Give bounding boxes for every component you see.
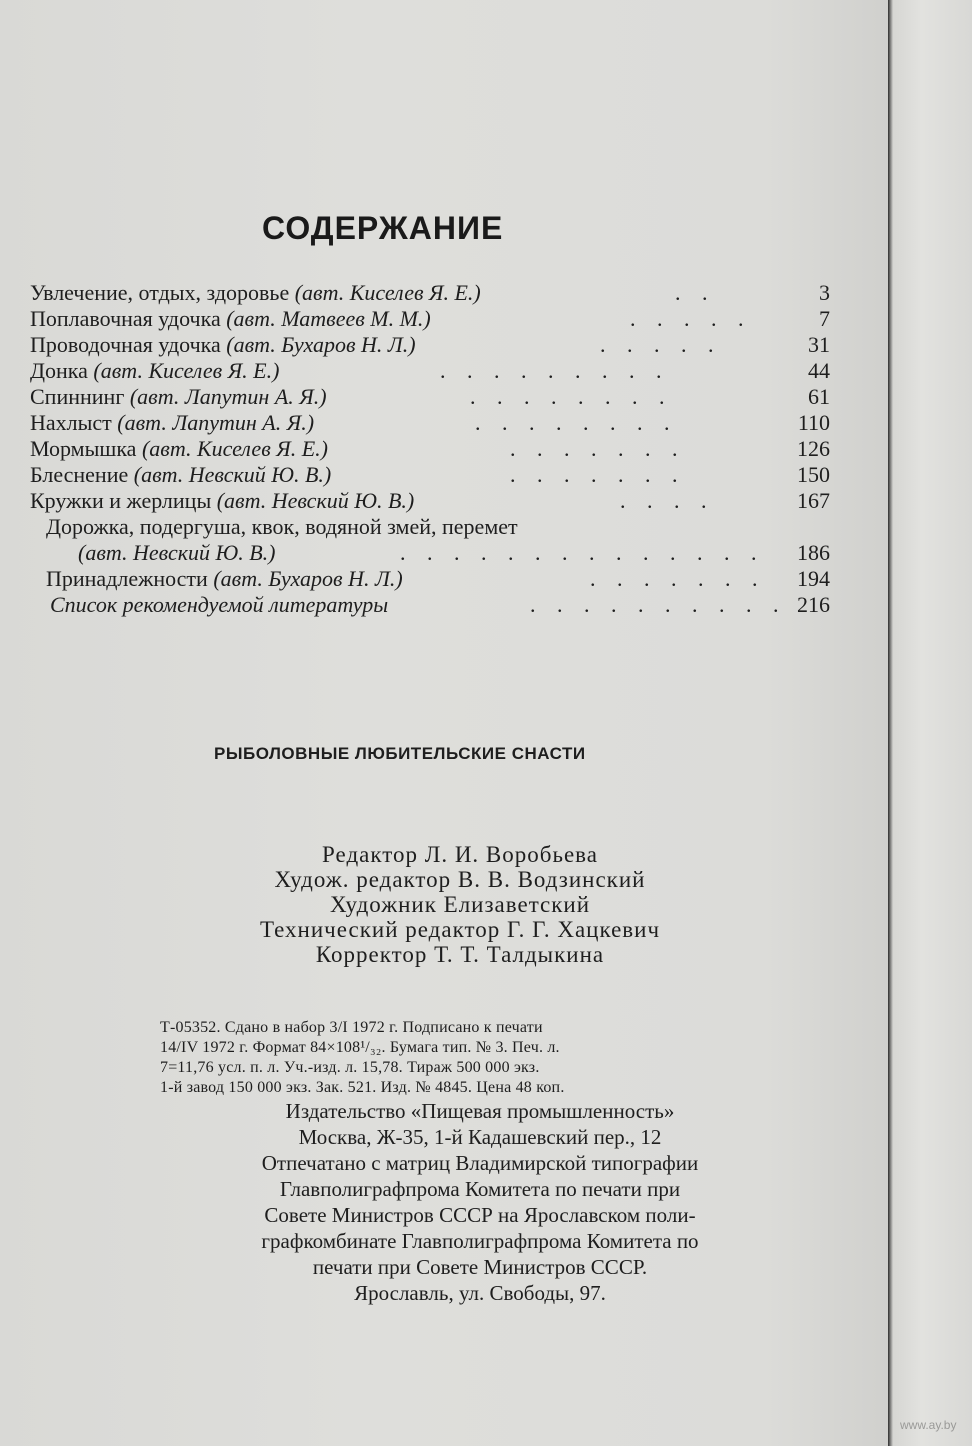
toc-entry-page: 216 bbox=[797, 592, 830, 617]
toc-entry-page: 3 bbox=[819, 280, 830, 305]
toc-entry-leader: . . . . . bbox=[630, 306, 752, 331]
toc-entry bbox=[30, 436, 830, 462]
toc-entry bbox=[30, 462, 830, 488]
toc-entry bbox=[30, 488, 830, 514]
credit-technical-editor: Технический редактор Г. Г. Хацкевич bbox=[259, 917, 661, 942]
toc-entry-title: Мормышка bbox=[30, 436, 137, 461]
toc-entry-page: 150 bbox=[797, 462, 830, 487]
credit-proofreader: Корректор Т. Т. Талдыкина bbox=[315, 942, 605, 967]
imprint-line: 14/IV 1972 г. Формат 84×108¹/₃₂. Бумага тип. № 3. Печ. л. bbox=[160, 1039, 560, 1056]
toc-entry-page: 61 bbox=[808, 384, 830, 409]
printer-line: печати при Совете Министров СССР. bbox=[312, 1255, 648, 1279]
watermark: www.ay.by bbox=[900, 1418, 957, 1432]
publisher-name: Издательство «Пищевая промышленность» bbox=[285, 1099, 675, 1123]
toc-entry bbox=[30, 358, 830, 384]
toc-entry-author: (авт. Лапутин А. Я.) bbox=[129, 384, 327, 409]
printer-line: Совете Министров СССР на Ярославском поли- bbox=[264, 1203, 696, 1227]
toc-entry-title: Кружки и жерлицы bbox=[30, 488, 212, 513]
toc-entry-title: Поплавочная удочка bbox=[30, 306, 221, 331]
toc-entry bbox=[30, 592, 830, 618]
printer-line: Отпечатано с матриц Владимирской типографии bbox=[261, 1151, 699, 1175]
credit-editor: Редактор Л. И. Воробьева bbox=[322, 842, 598, 867]
contents-heading: СОДЕРЖАНИЕ bbox=[262, 210, 504, 246]
printer-line: графкомбинате Главполиграфпрома Комитета по bbox=[261, 1229, 699, 1253]
toc-entry-title: Увлечение, отдых, здоровье bbox=[30, 280, 290, 305]
toc-entry-leader: . . . . . . . bbox=[590, 566, 766, 591]
toc-entry-author: (авт. Матвеев М. М.) bbox=[226, 306, 431, 331]
toc-entry-author: (авт. Невский Ю. В.) bbox=[78, 540, 276, 565]
toc-entry-author: (авт. Бухаров Н. Л.) bbox=[226, 332, 416, 357]
toc-entry bbox=[30, 514, 830, 540]
toc-entry-page: 167 bbox=[797, 488, 830, 513]
toc-entry-leader: . . . . . . . . bbox=[470, 384, 673, 409]
imprint-line: 7=11,76 усл. п. л. Уч.-изд. л. 15,78. Тираж 500 000 экз. bbox=[160, 1059, 540, 1076]
table-of-contents bbox=[30, 280, 830, 618]
toc-entry-leader: . . . . . . . . . . . . . . bbox=[400, 540, 765, 565]
toc-entry-title: Спиннинг bbox=[30, 384, 125, 409]
printer-address: Ярославль, ул. Свободы, 97. bbox=[354, 1281, 606, 1305]
toc-entry-author: (авт. Бухаров Н. Л.) bbox=[213, 566, 403, 591]
credit-art-editor: Худож. редактор В. В. Водзинский bbox=[274, 867, 646, 892]
toc-entry-leader: . . . . . . . . . . bbox=[530, 592, 787, 617]
toc-entry-leader: . . bbox=[675, 280, 716, 305]
toc-entry bbox=[30, 540, 830, 566]
toc-entry bbox=[30, 280, 830, 306]
toc-entry-author: (авт. Невский Ю. В.) bbox=[216, 488, 415, 513]
toc-entry-title: Дорожка, подергуша, квок, водяной змей, перемет bbox=[46, 514, 518, 539]
toc-entry-title: Принадлежности bbox=[46, 566, 208, 591]
toc-entry-author: (авт. Невский Ю. В.) bbox=[133, 462, 332, 487]
toc-entry bbox=[30, 566, 830, 592]
imprint-block bbox=[160, 1018, 800, 1098]
toc-entry bbox=[30, 410, 830, 436]
toc-entry-title: Нахлыст bbox=[30, 410, 112, 435]
toc-entry-author: (авт. Киселев Я. Е.) bbox=[93, 358, 280, 383]
toc-entry-leader: . . . . . bbox=[600, 332, 722, 357]
toc-entry-title: Список рекомендуемой литературы bbox=[50, 592, 389, 617]
toc-entry-page: 7 bbox=[819, 306, 830, 331]
imprint-line: 1-й завод 150 000 экз. Зак. 521. Изд. № 4845. Цена 48 коп. bbox=[160, 1079, 565, 1096]
toc-entry-leader: . . . . . . . bbox=[510, 462, 686, 487]
toc-entry-author: (авт. Лапутин А. Я.) bbox=[117, 410, 315, 435]
toc-entry bbox=[30, 306, 830, 332]
toc-entry bbox=[30, 332, 830, 358]
toc-entry-leader: . . . . . . . bbox=[510, 436, 686, 461]
publisher-address: Москва, Ж-35, 1-й Кадашевский пер., 12 bbox=[298, 1125, 662, 1149]
toc-entry-page: 186 bbox=[797, 540, 830, 565]
toc-entry-author: (авт. Киселев Я. Е.) bbox=[294, 280, 481, 305]
printer-line: Главполиграфпрома Комитета по печати при bbox=[279, 1177, 681, 1201]
toc-entry-title: Проводочная удочка bbox=[30, 332, 221, 357]
toc-entry-leader: . . . . . . . . bbox=[475, 410, 678, 435]
toc-entry-page: 44 bbox=[808, 358, 830, 383]
toc-entry bbox=[30, 384, 830, 410]
imprint-line: Т-05352. Сдано в набор 3/I 1972 г. Подписано к печати bbox=[160, 1019, 543, 1036]
toc-entry-leader: . . . . bbox=[620, 488, 715, 513]
toc-entry-title: Блеснение bbox=[30, 462, 129, 487]
page-edge bbox=[888, 0, 972, 1446]
credits-block bbox=[0, 842, 920, 967]
toc-entry-title: Донка bbox=[30, 358, 88, 383]
book-title: РЫБОЛОВНЫЕ ЛЮБИТЕЛЬСКИЕ СНАСТИ bbox=[214, 744, 586, 763]
toc-entry-page: 126 bbox=[797, 436, 830, 461]
toc-entry-leader: . . . . . . . . . bbox=[440, 358, 670, 383]
toc-entry-page: 31 bbox=[808, 332, 830, 357]
publisher-block bbox=[150, 1098, 810, 1306]
toc-entry-page: 194 bbox=[797, 566, 830, 591]
toc-entry-author: (авт. Киселев Я. Е.) bbox=[141, 436, 328, 461]
credit-artist: Художник Елизаветский bbox=[329, 892, 591, 917]
toc-entry-page: 110 bbox=[797, 410, 830, 435]
